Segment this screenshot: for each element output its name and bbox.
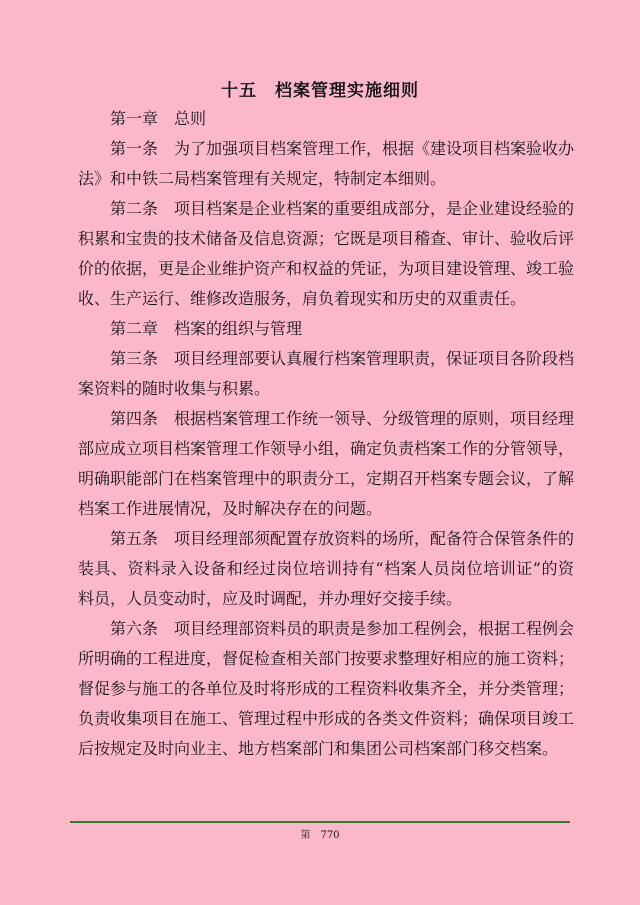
page-title: 十五 档案管理实施细则 [221,81,419,101]
article-paragraph: 第二条 项目档案是企业档案的重要组成部分，是企业建设经验的积累和宝贵的技术储备及信息资源；它既是项目稽查、审计、验收后评价的依据，更是企业维护资产和权益的凭证，为项目建设管理、竣工验收、生产运行、维修改造服务，肩负着现实和历史的双重责任。 [78,199,575,308]
article-paragraph: 第五条 项目经理部须配置存放资料的场所，配备符合保管条件的装具、资料录入设备和经过岗位培训持有“档案人员岗位培训证”的资料员，人员变动时，应及时调配，并办理好交接手续。 [78,529,575,608]
chapter-heading: 第一章 总则 [110,109,207,128]
page-number: 第 770 [300,830,340,841]
article-paragraph: 第六条 项目经理部资料员的职责是参加工程例会，根据工程例会所明确的工程进度，督促检查相关部门按要求整理好相应的施工资料；督促参与施工的各单位及时将形成的工程资料收集齐全，并分类管理；负责收集项目在施工、管理过程中形成的各类文件资料；确保项目竣工后按规定及时向业主、地方档案部门和集团公司档案部门移交档案。 [78,619,575,758]
footer-divider [70,821,570,823]
article-paragraph: 第一条 为了加强项目档案管理工作，根据《建设项目档案验收办法》和中铁二局档案管理有关规定，特制定本细则。 [78,139,575,188]
article-paragraph: 第四条 根据档案管理工作统一领导、分级管理的原则，项目经理部应成立项目档案管理工作领导小组，确定负责档案工作的分管领导，明确职能部门在档案管理中的职责分工，定期召开档案专题会议，了解档案工作进展情况，及时解决存在的问题。 [78,409,575,518]
chapter-heading: 第二章 档案的组织与管理 [110,319,303,338]
article-paragraph: 第三条 项目经理部要认真履行档案管理职责，保证项目各阶段档案资料的随时收集与积累。 [78,349,575,398]
document-body [78,104,574,764]
